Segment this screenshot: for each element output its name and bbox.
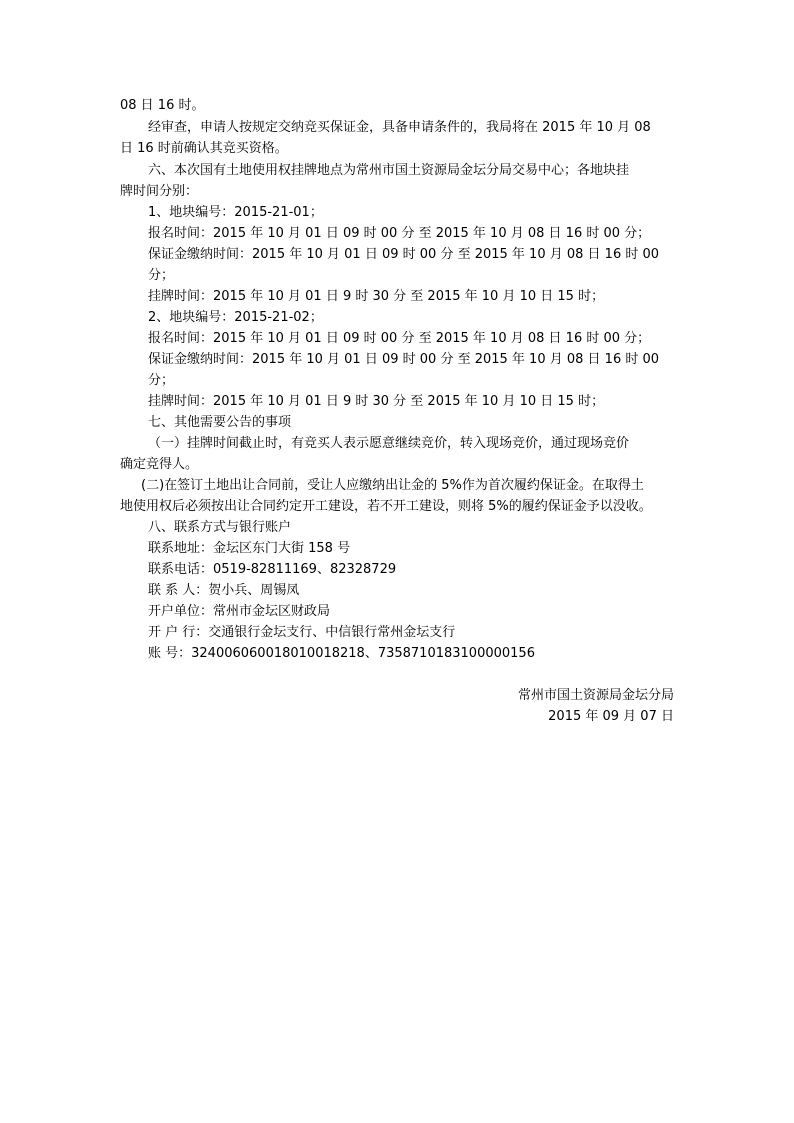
text-line: 分； [148,268,175,283]
text-line: 牌时间分别： [120,184,199,199]
text-line: 经审查，申请人按规定交纳竞买保证金，具备申请条件的，我局将在 2015 年 10 月 08 [148,120,651,135]
text-line: 保证金缴纳时间：2015 年 10 月 01 日 09 时 00 分 至 2015 年 10 月 08 日 16 时 00 [148,247,660,262]
text-line: (二)在签订土地出让合同前，受让人应缴纳出让金的 5%作为首次履约保证金。在取得土 [141,478,644,493]
text-line: 开 户 行：交通银行金坛支行、中信银行常州金坛支行 [148,625,456,640]
text-line: 七、其他需要公告的事项 [148,415,292,430]
text-line: 联 系 人：贺小兵、周锡凤 [148,583,300,598]
text-line: 日 16 时前确认其竞买资格。 [120,141,288,156]
signature-org: 常州市国土资源局金坛分局 [517,688,674,703]
signature-date: 2015 年 09 月 07 日 [548,709,674,724]
text-line: 分； [148,373,175,388]
text-line: 确定竞得人。 [120,457,199,472]
text-line: 报名时间：2015 年 10 月 01 日 09 时 00 分 至 2015 年 10 月 08 日 16 时 00 分； [148,226,651,241]
text-line: 08 日 16 时。 [120,98,205,113]
text-line: 联系电话：0519-82811169、82328729 [148,562,397,577]
text-line: 1、地块编号：2015-21-01； [148,205,323,220]
text-line: 挂牌时间：2015 年 10 月 01 日 9 时 30 分 至 2015 年 10 月 10 日 15 时； [148,394,605,409]
text-line: 地使用权后必须按出让合同约定开工建设，若不开工建设，则将 5%的履约保证金予以没收。 [120,499,652,514]
text-line: 2、地块编号：2015-21-02； [148,310,323,325]
text-line: 联系地址：金坛区东门大街 158 号 [148,541,351,556]
text-line: 保证金缴纳时间：2015 年 10 月 01 日 09 时 00 分 至 2015 年 10 月 08 日 16 时 00 [148,352,660,367]
text-line: 挂牌时间：2015 年 10 月 01 日 9 时 30 分 至 2015 年 10 月 10 日 15 时； [148,289,605,304]
text-line: （一）挂牌时间截止时，有竞买人表示愿意继续竞价，转入现场竞价，通过现场竞价 [148,436,630,451]
text-line: 报名时间：2015 年 10 月 01 日 09 时 00 分 至 2015 年 10 月 08 日 16 时 00 分； [148,331,651,346]
text-line: 八、联系方式与银行账户 [148,520,292,535]
text-line: 账 号：32400606001801001​8218、7358710183100000156 [148,646,535,661]
text-line: 开户单位：常州市金坛区财政局 [148,604,331,619]
text-line: 六、本次国有土地使用权挂牌地点为常州市国土资源局金坛分局交易中心；各地块挂 [148,163,630,178]
